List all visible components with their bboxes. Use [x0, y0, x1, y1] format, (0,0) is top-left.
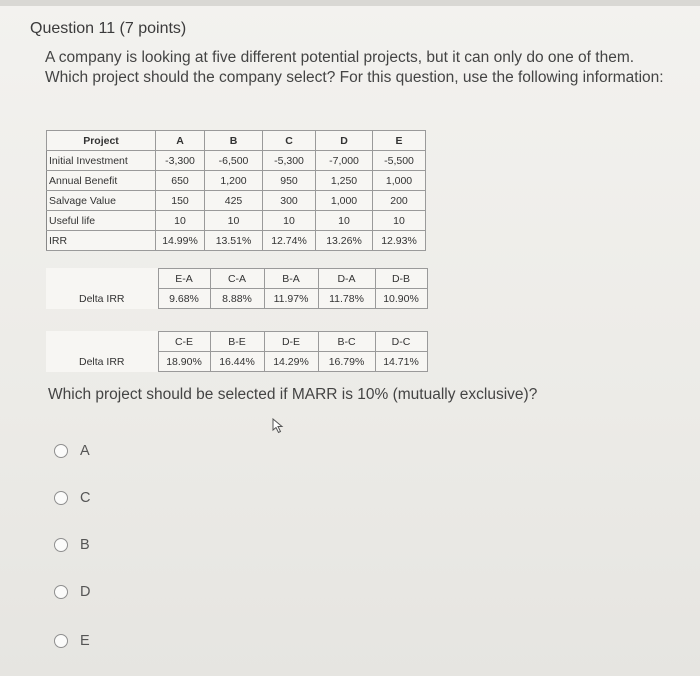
table-row [47, 211, 426, 231]
radio-button[interactable] [54, 491, 68, 505]
table-header-cell: B [205, 131, 263, 151]
table-cell: -3,300 [156, 151, 205, 171]
table-row [46, 289, 427, 309]
table-cell: 650 [156, 171, 205, 191]
table-header-project: Project [47, 131, 156, 151]
option-label: D [80, 584, 91, 600]
option-label: B [80, 537, 90, 553]
radio-button[interactable] [54, 634, 68, 648]
question-text: A company is looking at five different potential projects, but it can only do one of them. Which project should the company select? For this question, use the following information: [45, 49, 664, 86]
pair-label: B-A [264, 269, 318, 289]
table-cell: 16.44% [210, 352, 264, 372]
table-cell: 425 [205, 191, 263, 211]
table-cell: 10 [316, 211, 373, 231]
table-row [47, 151, 426, 171]
table-row [47, 171, 426, 191]
option-label: C [80, 490, 91, 506]
option-e[interactable] [54, 631, 90, 651]
pair-label: C-E [158, 332, 210, 352]
table-cell: 300 [263, 191, 316, 211]
row-label: Delta IRR [78, 292, 125, 305]
table-cell: 200 [373, 191, 426, 211]
table-row [47, 191, 426, 211]
question-points: (7 points) [119, 20, 187, 37]
table-cell: -5,300 [263, 151, 316, 171]
row-label: IRR [47, 231, 156, 251]
table-cell: -6,500 [205, 151, 263, 171]
table-header-cell: E [373, 131, 426, 151]
radio-button[interactable] [54, 444, 68, 458]
pair-label: D-C [375, 332, 427, 352]
option-d[interactable] [54, 582, 90, 602]
table-cell: 9.68% [158, 289, 210, 309]
table-cell: 16.79% [318, 352, 375, 372]
row-label: Salvage Value [47, 191, 156, 211]
table-row [46, 352, 427, 372]
table-cell: 1,000 [316, 191, 373, 211]
radio-button[interactable] [54, 538, 68, 552]
table-cell: 14.99% [156, 231, 205, 251]
table-header-cell: A [156, 131, 205, 151]
table-cell: 1,200 [205, 171, 263, 191]
table-header-row [46, 269, 427, 289]
question-number: Question 11 [30, 20, 116, 37]
table-cell: 14.71% [375, 352, 427, 372]
row-label: Annual Benefit [47, 171, 156, 191]
table-cell: 1,250 [316, 171, 373, 191]
table-header-cell: C [263, 131, 316, 151]
pair-label: D-A [318, 269, 375, 289]
pair-label: B-C [318, 332, 375, 352]
option-b[interactable] [54, 535, 90, 555]
delta-irr-table-1 [46, 268, 428, 309]
row-label: Initial Investment [47, 151, 156, 171]
table-cell: 12.93% [373, 231, 426, 251]
delta-irr-table-2 [46, 331, 428, 372]
option-a[interactable] [54, 441, 90, 461]
table-cell: 14.29% [264, 352, 318, 372]
table-cell: 10 [263, 211, 316, 231]
row-label: Delta IRR [78, 355, 125, 368]
question-prompt: Which project should be selected if MARR is 10% (mutually exclusive)? [48, 386, 538, 403]
table-header-cell: D [316, 131, 373, 151]
table-cell: 150 [156, 191, 205, 211]
project-data-table [46, 130, 426, 251]
table-cell: 10.90% [375, 289, 427, 309]
radio-button[interactable] [54, 585, 68, 599]
question-title [30, 20, 186, 38]
pair-label: C-A [210, 269, 264, 289]
table-cell: 8.88% [210, 289, 264, 309]
pair-label: B-E [210, 332, 264, 352]
table-cell: 13.26% [316, 231, 373, 251]
table-cell: 11.78% [318, 289, 375, 309]
window-top-edge [0, 0, 700, 6]
table-row [47, 231, 426, 251]
table-header-row [46, 332, 427, 352]
table-cell: 11.97% [264, 289, 318, 309]
table-cell: 13.51% [205, 231, 263, 251]
table-cell: 10 [156, 211, 205, 231]
pair-label: E-A [158, 269, 210, 289]
table-cell: 12.74% [263, 231, 316, 251]
pair-label: D-B [375, 269, 427, 289]
table-cell: 10 [205, 211, 263, 231]
mouse-pointer-icon [272, 418, 286, 434]
table-cell: 1,000 [373, 171, 426, 191]
option-label: E [80, 633, 90, 649]
table-cell: 950 [263, 171, 316, 191]
empty-cell [46, 332, 158, 352]
table-header-row [47, 131, 426, 151]
option-label: A [80, 443, 90, 459]
option-c[interactable] [54, 488, 90, 508]
table-cell: -5,500 [373, 151, 426, 171]
table-cell: -7,000 [316, 151, 373, 171]
table-cell: 18.90% [158, 352, 210, 372]
empty-cell [46, 269, 158, 289]
row-label: Useful life [47, 211, 156, 231]
pair-label: D-E [264, 332, 318, 352]
table-cell: 10 [373, 211, 426, 231]
